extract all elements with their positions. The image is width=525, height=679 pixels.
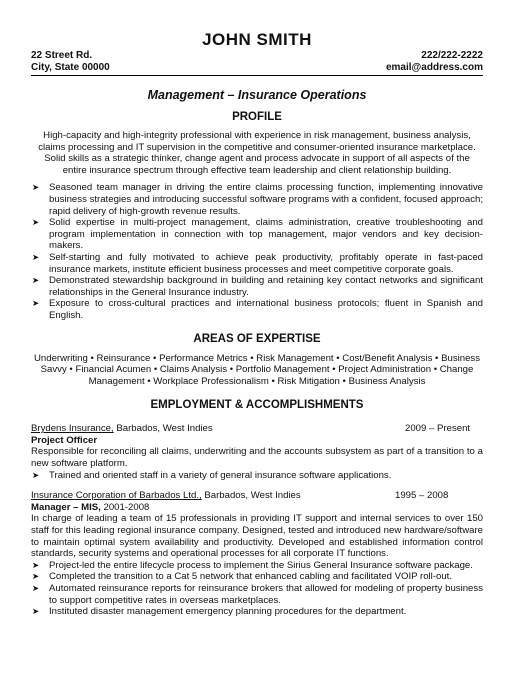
job-title: Manager – MIS,: [31, 501, 101, 513]
company-name: Brydens Insurance,: [31, 423, 114, 435]
list-item: [31, 470, 483, 482]
list-item: [31, 252, 483, 275]
list-item: [31, 182, 483, 217]
job-location: Barbados, West Indies: [201, 490, 301, 502]
bullet-text: Self-starting and fully motivated to achieve peak productivity, profitably operate in fast-paced insurance markets, institute efficient business processes and meet competitive corporate goals.: [49, 251, 483, 275]
job-dates: 2009 – Present: [405, 423, 471, 435]
email-address: email@address.com: [385, 62, 483, 73]
job-location: Barbados, West Indies: [113, 423, 213, 435]
job-description: Responsible for reconciling all claims, underwriting and the accounts subsystem as part of a transition to a new software platform.: [31, 446, 483, 470]
bullet-text: Instituted disaster management emergency planning procedures for the department.: [49, 606, 407, 618]
arrow-bullet-icon: ➤: [32, 559, 40, 570]
arrow-bullet-icon: ➤: [32, 298, 40, 309]
bullet-text: Project-led the entire lifecycle process to implement the Sirius General Insurance software package.: [49, 559, 473, 571]
phone-number: 222/222-2222: [421, 50, 483, 61]
address-line-1: 22 Street Rd.: [31, 50, 93, 61]
job-title: Project Officer: [31, 434, 98, 446]
list-item: [31, 583, 483, 606]
expertise-list: Underwriting • Reinsurance • Performance Metrics • Risk Management • Cost/Benefit Analysis • Business Savvy • Financial Acumen • Claims Analysis • Portfolio Management • Project Administration • Change Management • Workplace Professionalism • Risk Mitigation • Business Analysis: [33, 352, 481, 387]
list-item: [31, 606, 483, 618]
job-dates: 1995 – 2008: [395, 490, 449, 502]
arrow-bullet-icon: ➤: [32, 583, 40, 593]
arrow-bullet-icon: ➤: [32, 217, 40, 228]
job-bullets: [31, 560, 483, 618]
list-item: [31, 275, 483, 298]
contact-row-1: [31, 50, 483, 62]
resume-page: [31, 30, 483, 618]
arrow-bullet-icon: ➤: [32, 182, 40, 193]
bullet-text: Solid expertise in multi-project management, claims administration, creative troubleshooting and program implementation in connection with top management, major vendors and key decision-makers.: [49, 217, 483, 252]
address-line-2: City, State 00000: [31, 62, 110, 73]
list-item: [31, 217, 483, 252]
arrow-bullet-icon: ➤: [32, 571, 40, 582]
bullet-text: Completed the transition to a Cat 5 network that enhanced cabling and facilitated VOIP roll-out.: [49, 571, 452, 583]
contact-row-2: [31, 62, 483, 74]
profile-summary: High-capacity and high-integrity professional with experience in risk management, business analysis, claims processing and IT supervision in the competitive and consumer-oriented insurance marketplace. Solid skills as a strategic thinker, change agent and process advocate in support of all aspects of the entire insurance spectrum through effective team leadership and client relationship building.: [38, 130, 476, 176]
bullet-text: Exposure to cross-cultural practices and international business protocols; fluent in Spanish and English.: [49, 298, 483, 321]
bullet-text: Demonstrated stewardship background in building and retaining key contact networks and significant relationships in the General Insurance industry.: [49, 275, 483, 298]
employment-heading: EMPLOYMENT & ACCOMPLISHMENTS: [150, 399, 364, 412]
list-item: [31, 560, 483, 572]
job-description: In charge of leading a team of 15 professionals in providing IT support and internal services to over 150 staff for this leading regional insurance company. Designed, tested and introduced new hardware/software to maintain optimal system availability and productivity. Developed and established information control standards, security systems and operational processes for all corporate IT functions.: [31, 513, 483, 560]
list-item: [31, 571, 483, 583]
profile-bullets: [31, 182, 483, 321]
bullet-text: Automated reinsurance reports for reinsurance brokers that allowed for modeling of property business to support competitive rates in overseas marketplaces.: [49, 583, 483, 606]
arrow-bullet-icon: ➤: [32, 606, 40, 617]
resume-title: Management – Insurance Operations: [147, 88, 367, 102]
header-divider: [31, 75, 483, 76]
arrow-bullet-icon: ➤: [32, 469, 40, 480]
job-title-suffix: 2001-2008: [100, 501, 150, 513]
bullet-text: Seasoned team manager in driving the entire claims processing function, implementing innovative business strategies and introducing successful software programs with a confident, focused approach; rapid delivery of high-growth revenue results.: [49, 182, 483, 217]
bullet-text: Trained and oriented staff in a variety of general insurance software applications.: [49, 469, 392, 481]
job-header: [31, 490, 483, 502]
arrow-bullet-icon: ➤: [32, 251, 40, 262]
list-item: [31, 298, 483, 321]
arrow-bullet-icon: ➤: [32, 275, 40, 286]
job-title-line: [31, 502, 483, 514]
job-header: [31, 423, 483, 435]
profile-heading: PROFILE: [232, 111, 282, 123]
job-bullets: [31, 470, 483, 482]
job-entry: [31, 423, 483, 481]
job-title-line: [31, 435, 483, 447]
expertise-heading: AREAS OF EXPERTISE: [193, 332, 321, 345]
company-name: Insurance Corporation of Barbados Ltd.,: [31, 490, 202, 502]
job-entry: [31, 490, 483, 618]
candidate-name: JOHN SMITH: [202, 30, 312, 49]
